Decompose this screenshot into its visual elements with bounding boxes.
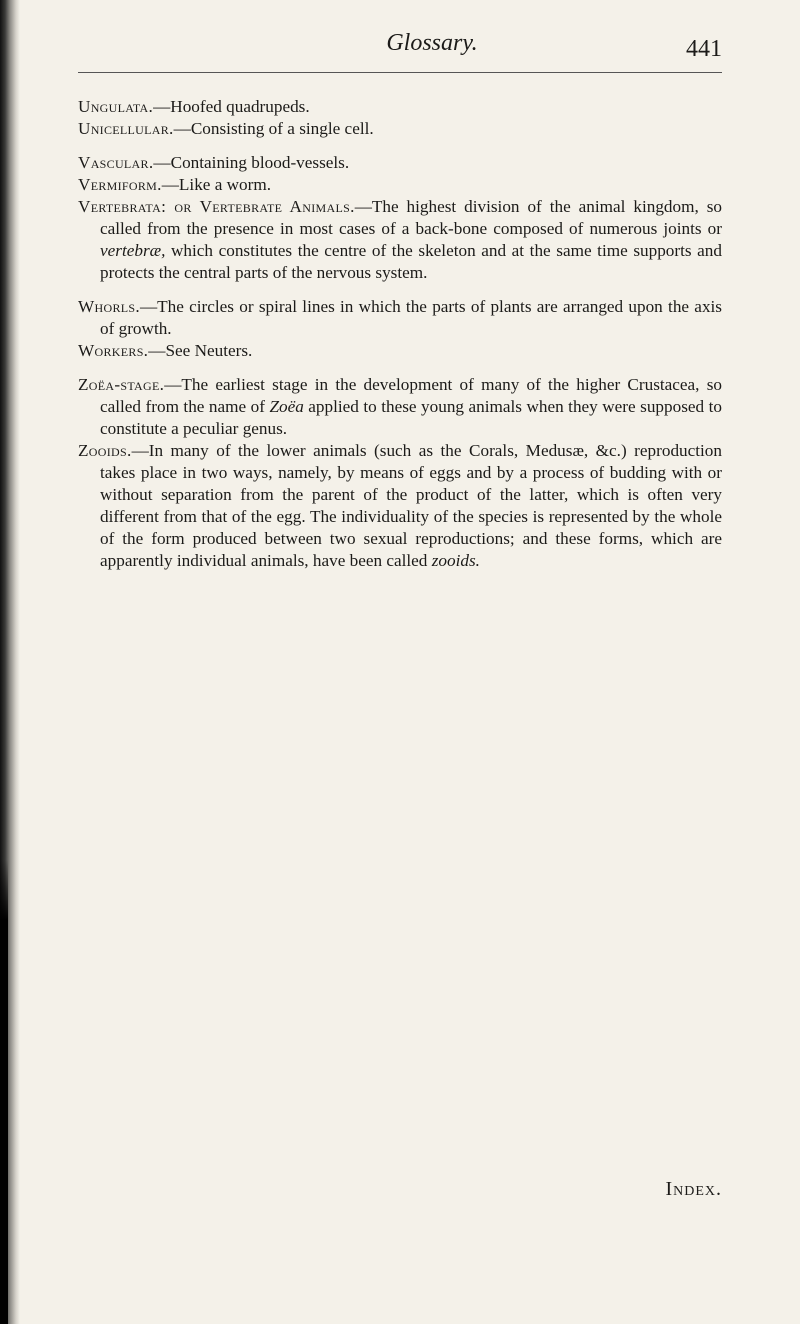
entry-definition: —Consisting of a single cell.: [173, 119, 374, 138]
entry-definition-end: applied to these young animals when they were supposed to constitute a peculiar genus.: [100, 397, 722, 438]
entry-term: Whorls.: [78, 297, 140, 316]
entry-term: Vascular.: [78, 153, 154, 172]
index-heading: Index.: [665, 1178, 722, 1200]
glossary-entries: [78, 96, 722, 572]
entry-term: Workers.: [78, 341, 149, 360]
entry-term: Vertebrata: or Vertebrate Animals.: [78, 197, 355, 216]
running-header: [78, 30, 722, 74]
running-title: Glossary.: [386, 30, 478, 56]
entry-definition: —The highest division of the animal kingdom, so called from the presence in most cases of a back-bone composed of numerous joints or: [100, 197, 722, 238]
entry-definition-italic: Zoëa: [269, 397, 304, 416]
entry-definition: —In many of the lower animals (such as the Corals, Medusæ, &c.) reproduction takes place in two ways, namely, by means of eggs and by a process of budding with or without separation from the parent of the product of the latter, which is often very different from that of the egg. The individuality of the species is represented by the whole of the form produced between two sexual reproductions; and these forms, which are apparently individual animals, have been called: [100, 441, 722, 570]
glossary-entry-zooids: [78, 440, 722, 572]
glossary-entry-ungulata: [78, 96, 722, 118]
glossary-entry-zoea-stage: [78, 374, 722, 440]
page-number: 441: [686, 36, 722, 62]
entry-definition-italic: zooids.: [431, 551, 480, 570]
entry-definition: —Like a worm.: [161, 175, 272, 194]
entry-definition: —The circles or spiral lines in which the parts of plants are arranged upon the axis of growth.: [100, 297, 722, 338]
entry-term: Unicellular.: [78, 119, 174, 138]
entry-definition: —Containing blood-vessels.: [153, 153, 350, 172]
entry-definition: —The earliest stage in the development of many of the higher Crustacea, so called from the name of: [100, 375, 722, 416]
entry-definition-end: which constitutes the centre of the skeleton and at the same time supports and protects the central parts of the nervous system.: [100, 241, 722, 282]
entry-term: Zoëa-stage.: [78, 375, 165, 394]
entry-definition: —Hoofed quadrupeds.: [153, 97, 310, 116]
glossary-entry-whorls: [78, 296, 722, 340]
entry-term: Vermiform.: [78, 175, 162, 194]
header-rule: [78, 72, 722, 73]
book-spine-edge: [0, 860, 8, 1324]
glossary-entry-vermiform: [78, 174, 722, 196]
entry-term: Zooids.: [78, 441, 132, 460]
glossary-entry-unicellular: [78, 118, 722, 140]
entry-definition: —See Neuters.: [148, 341, 253, 360]
glossary-entry-vascular: [78, 152, 722, 174]
glossary-entry-workers: [78, 340, 722, 362]
glossary-entry-vertebrata: [78, 196, 722, 284]
entry-definition-italic: vertebræ,: [100, 241, 166, 260]
entry-term: Ungulata.: [78, 97, 154, 116]
